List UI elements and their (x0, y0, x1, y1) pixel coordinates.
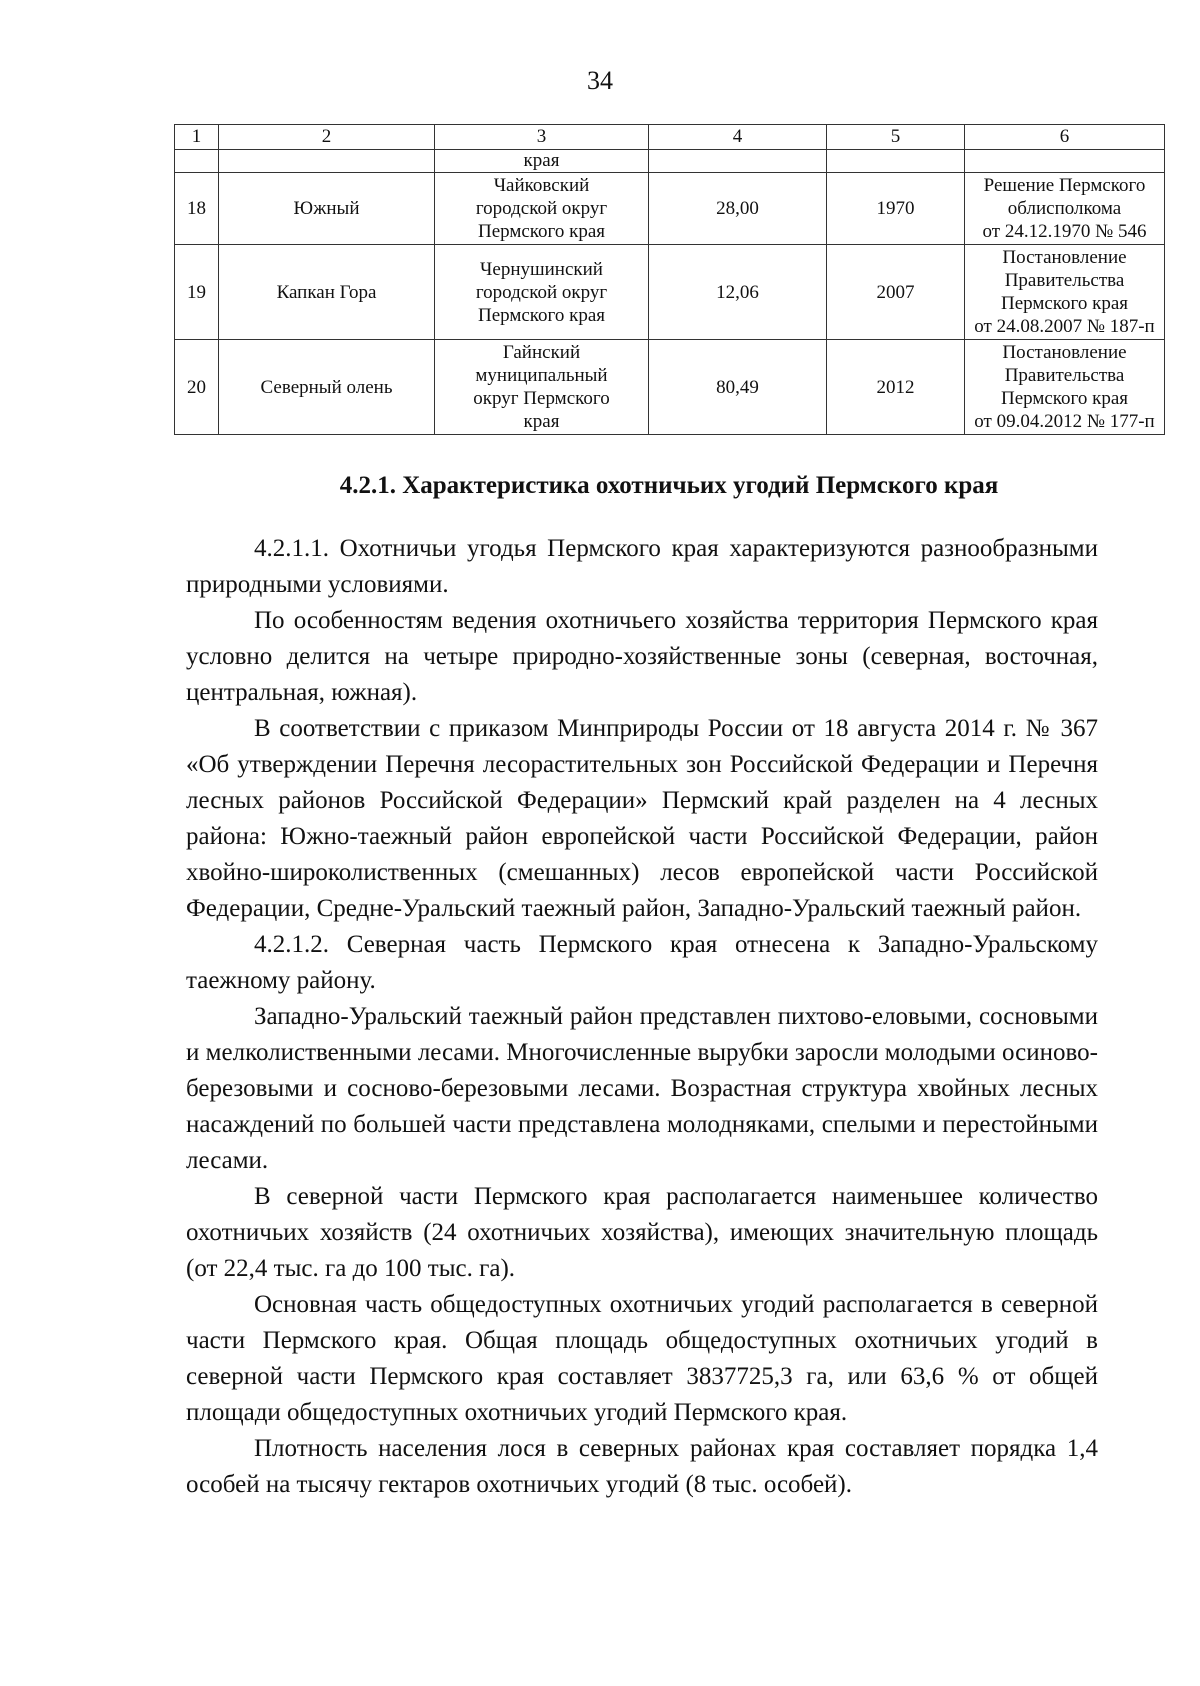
reserves-table (174, 124, 1165, 435)
cell-line: Пермского края (1000, 293, 1129, 314)
table-row (175, 340, 1165, 435)
cell-line: Гайнский (502, 342, 581, 363)
cell-line: Чернушинский (480, 258, 603, 280)
section-heading: 4.2.1. Характеристика охотничьих угодий Пермского края (339, 472, 999, 499)
carry-over-row (175, 150, 1165, 173)
table-cell (175, 150, 219, 173)
paragraph: 4.2.1.1. Охотничьи угодья Пермского края характеризуются разнообразными природными условиями. (186, 535, 1098, 598)
column-number: 1 (175, 125, 219, 150)
cell-line: Пермского края (477, 221, 606, 242)
cell-line: округ Пермского (473, 388, 610, 409)
table-cell (649, 150, 827, 173)
cell-area: 28,00 (649, 173, 827, 245)
cell-line: Пермского края (1000, 388, 1129, 409)
cell-document (965, 245, 1165, 340)
column-number: 3 (435, 125, 649, 150)
table-cell (219, 150, 435, 173)
table-cell (965, 150, 1165, 173)
cell-district (435, 340, 649, 435)
cell-line: Чайковский (493, 175, 590, 196)
cell-line: Постановление (1002, 342, 1127, 363)
cell-line: Правительства (1004, 365, 1125, 386)
cell-line: Постановление (1002, 247, 1127, 268)
table-row (175, 245, 1165, 340)
cell-year: 1970 (827, 173, 965, 245)
cell-line: Правительства (1004, 270, 1125, 291)
cell-row-number: 18 (175, 173, 219, 245)
cell-district (435, 245, 649, 340)
cell-document (965, 340, 1165, 435)
paragraph: В соответствии с приказом Минприроды России от 18 августа 2014 г. № 367 «Об утверждении Перечня лесорастительных зон Российской Федерации и Перечня лесных районов Российской Федерации» Пермский край разделен на 4 лесных района: Южно-таежный район европейской части Российской Федерации, район хвойно-широколиственных (смешанных) лесов европейской части Российской Федерации, Средне-Уральский таежный район, Западно-Уральский таежный район. (186, 715, 1098, 922)
column-number-row (175, 125, 1165, 150)
paragraph: Плотность населения лося в северных районах края составляет порядка 1,4 особей на тысячу гектаров охотничьих угодий (8 тыс. особей). (186, 1435, 1098, 1498)
cell-line: облисполкома (1007, 198, 1122, 219)
column-number: 5 (827, 125, 965, 150)
cell-line: Пермского края (477, 304, 606, 326)
column-number: 2 (219, 125, 435, 150)
table-cell: края (435, 150, 649, 173)
cell-area: 12,06 (649, 245, 827, 340)
table-row (175, 173, 1165, 245)
paragraph: По особенностям ведения охотничьего хозяйства территория Пермского края условно делится на четыре природно-хозяйственные зоны (северная, восточная, центральная, южная). (186, 607, 1098, 706)
cell-row-number: 19 (175, 245, 219, 340)
column-number: 6 (965, 125, 1165, 150)
cell-line: Решение Пермского (983, 175, 1146, 196)
cell-year: 2012 (827, 340, 965, 435)
cell-line: края (523, 411, 560, 432)
body-text (186, 531, 1098, 1503)
cell-reserve-name: Капкан Гора (219, 245, 435, 340)
cell-reserve-name: Северный олень (219, 340, 435, 435)
cell-line: городской округ (475, 281, 608, 303)
paragraph: 4.2.1.2. Северная часть Пермского края отнесена к Западно-Уральскому таежному району. (186, 931, 1098, 994)
paragraph: Западно-Уральский таежный район представлен пихтово-еловыми, сосновыми и мелколиственными лесами. Многочисленные вырубки заросли молодыми осиново-березовыми и сосново-березовыми лесами. Возрастная структура хвойных лесных насаждений по большей части представлена молодняками, спелыми и перестойными лесами. (186, 1003, 1098, 1174)
table-cell (827, 150, 965, 173)
cell-line: от 09.04.2012 № 177-п (974, 411, 1155, 432)
cell-row-number: 20 (175, 340, 219, 435)
cell-area: 80,49 (649, 340, 827, 435)
cell-line: от 24.08.2007 № 187-п (974, 316, 1155, 337)
cell-reserve-name: Южный (219, 173, 435, 245)
page-number: 34 (587, 66, 613, 95)
table-body (175, 173, 1165, 435)
cell-document (965, 173, 1165, 245)
cell-line: городской округ (475, 198, 608, 219)
cell-line: муниципальный (475, 365, 608, 386)
cell-line: от 24.12.1970 № 546 (982, 221, 1147, 242)
paragraph: В северной части Пермского края располагается наименьшее количество охотничьих хозяйств (24 охотничьих хозяйства), имеющих значительную площадь (от 22,4 тыс. га до 100 тыс. га). (186, 1183, 1098, 1282)
cell-district (435, 173, 649, 245)
cell-year: 2007 (827, 245, 965, 340)
paragraph: Основная часть общедоступных охотничьих угодий располагается в северной части Пермского края. Общая площадь общедоступных охотничьих угодий в северной части Пермского края составляет 3837725,3 га, или 63,6 % от общей площади общедоступных охотничьих угодий Пермского края. (186, 1291, 1098, 1426)
column-number: 4 (649, 125, 827, 150)
